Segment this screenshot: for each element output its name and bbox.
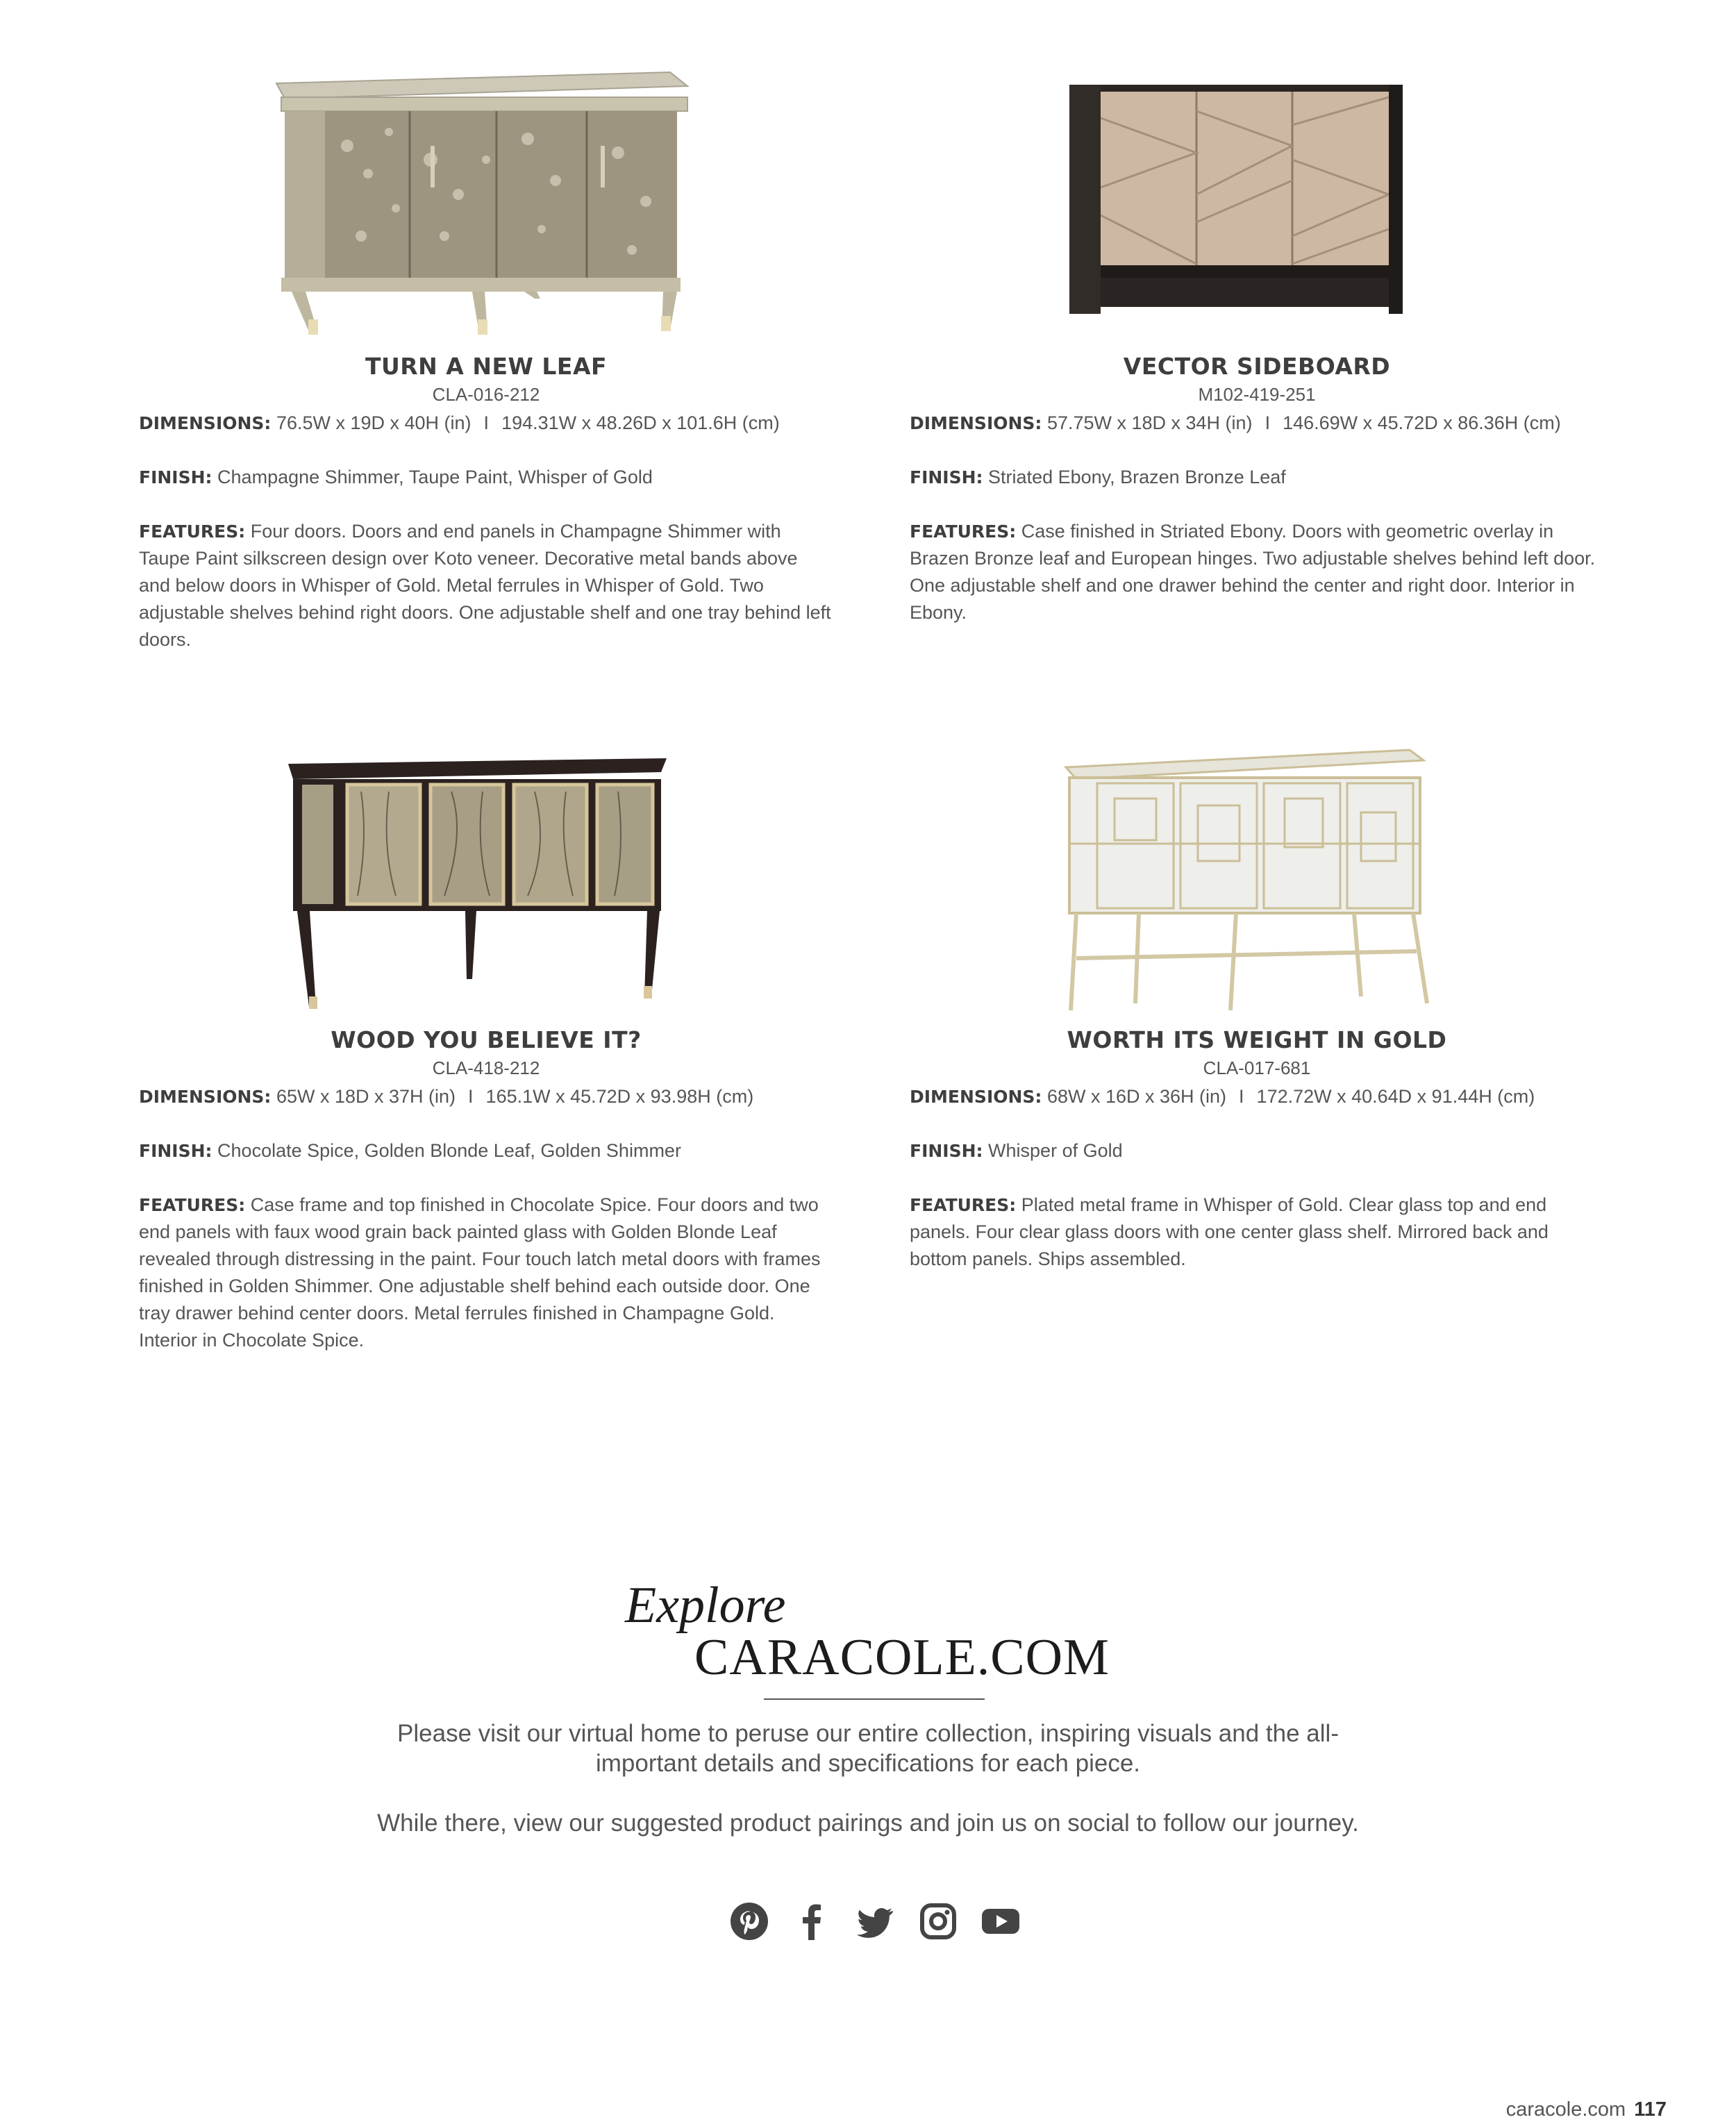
- product-image-turn-a-new-leaf: [139, 56, 833, 347]
- instagram-icon[interactable]: [918, 1901, 958, 1941]
- features-line: FEATURES: Plated metal frame in Whisper of Gold. Clear glass top and end panels. Four clear glass doors with one center glass shelf. Mirrored back and bottom panels. Ships assembled.: [910, 1194, 1549, 1269]
- explore-script-heading: Explore: [625, 1577, 786, 1634]
- features-line: FEATURES: Case frame and top finished in Chocolate Spice. Four doors and two end panels with faux wood grain back painted glass with Golden Blonde Leaf revealed through distressing in the paint. Four touch latch metal doors with frames finished in Golden Shimmer. One adjustable shelf behind each outside door. One tray drawer behind center doors. Metal ferrules finished in Champagne Gold. Interior in Chocolate Spice.: [139, 1194, 821, 1351]
- product-specs: [910, 1083, 1604, 1300]
- product-image-worth-its-weight-in-gold: [910, 729, 1604, 1021]
- facebook-icon[interactable]: [792, 1901, 833, 1941]
- page-footer: [1506, 2098, 1667, 2121]
- page-number: 117: [1634, 2098, 1667, 2121]
- product-sku: M102-419-251: [1198, 384, 1316, 405]
- product-image-vector-sideboard: [910, 56, 1604, 347]
- explore-paragraph: While there, view our suggested product pairings and join us on social to follow our journey.: [377, 1810, 1359, 1837]
- youtube-icon[interactable]: [980, 1901, 1021, 1941]
- finish-line: FINISH: Champagne Shimmer, Taupe Paint, Whisper of Gold: [139, 467, 653, 487]
- product-name: WOOD YOU BELIEVE IT?: [331, 1026, 642, 1053]
- social-icons: [729, 1897, 1021, 1946]
- dimensions-line: DIMENSIONS: 76.5W x 19D x 40H (in) I 194.31W x 48.26D x 101.6H (cm): [139, 412, 780, 433]
- footer-site[interactable]: caracole.com: [1505, 2098, 1626, 2121]
- finish-line: FINISH: Striated Ebony, Brazen Bronze Leaf: [910, 467, 1286, 487]
- explore-site-link[interactable]: CARACOLE.COM: [694, 1629, 1110, 1686]
- divider: [764, 1698, 985, 1700]
- product-sku: CLA-017-681: [1203, 1058, 1311, 1078]
- product-name: WORTH ITS WEIGHT IN GOLD: [1067, 1026, 1447, 1053]
- features-line: FEATURES: Four doors. Doors and end panels in Champagne Shimmer with Taupe Paint silkscreen design over Koto veneer. Decorative metal bands above and below doors in Whisper of Gold. Metal ferrules in Whisper of Gold. Two adjustable shelves behind right doors. One adjustable shelf and one tray behind left doors.: [139, 521, 831, 650]
- pinterest-icon[interactable]: [729, 1901, 769, 1941]
- product-sku: CLA-418-212: [432, 1058, 540, 1078]
- explore-paragraph: Please visit our virtual home to peruse our entire collection, inspiring visuals and the all-important details and specifications for each piece.: [397, 1720, 1339, 1777]
- finish-line: FINISH: Whisper of Gold: [910, 1140, 1123, 1161]
- product-name: VECTOR SIDEBOARD: [1123, 353, 1391, 380]
- features-line: FEATURES: Case finished in Striated Ebony. Doors with geometric overlay in Brazen Bronze leaf and European hinges. Two adjustable shelves behind left door. One adjustable shelf and one drawer behind the center and right door. Interior in Ebony.: [910, 521, 1596, 623]
- product-specs: [139, 410, 833, 680]
- dimensions-line: DIMENSIONS: 68W x 16D x 36H (in) I 172.72W x 40.64D x 91.44H (cm): [910, 1086, 1535, 1107]
- finish-line: FINISH: Chocolate Spice, Golden Blonde Leaf, Golden Shimmer: [139, 1140, 681, 1161]
- product-specs: [910, 410, 1604, 653]
- product-sku: CLA-016-212: [432, 384, 540, 405]
- product-name: TURN A NEW LEAF: [365, 353, 608, 380]
- dimensions-line: DIMENSIONS: 65W x 18D x 37H (in) I 165.1W x 45.72D x 93.98H (cm): [139, 1086, 754, 1107]
- product-image-wood-you-believe-it: [139, 729, 833, 1021]
- twitter-icon[interactable]: [855, 1901, 895, 1941]
- product-specs: [139, 1083, 833, 1381]
- dimensions-line: DIMENSIONS: 57.75W x 18D x 34H (in) I 146.69W x 45.72D x 86.36H (cm): [910, 412, 1561, 433]
